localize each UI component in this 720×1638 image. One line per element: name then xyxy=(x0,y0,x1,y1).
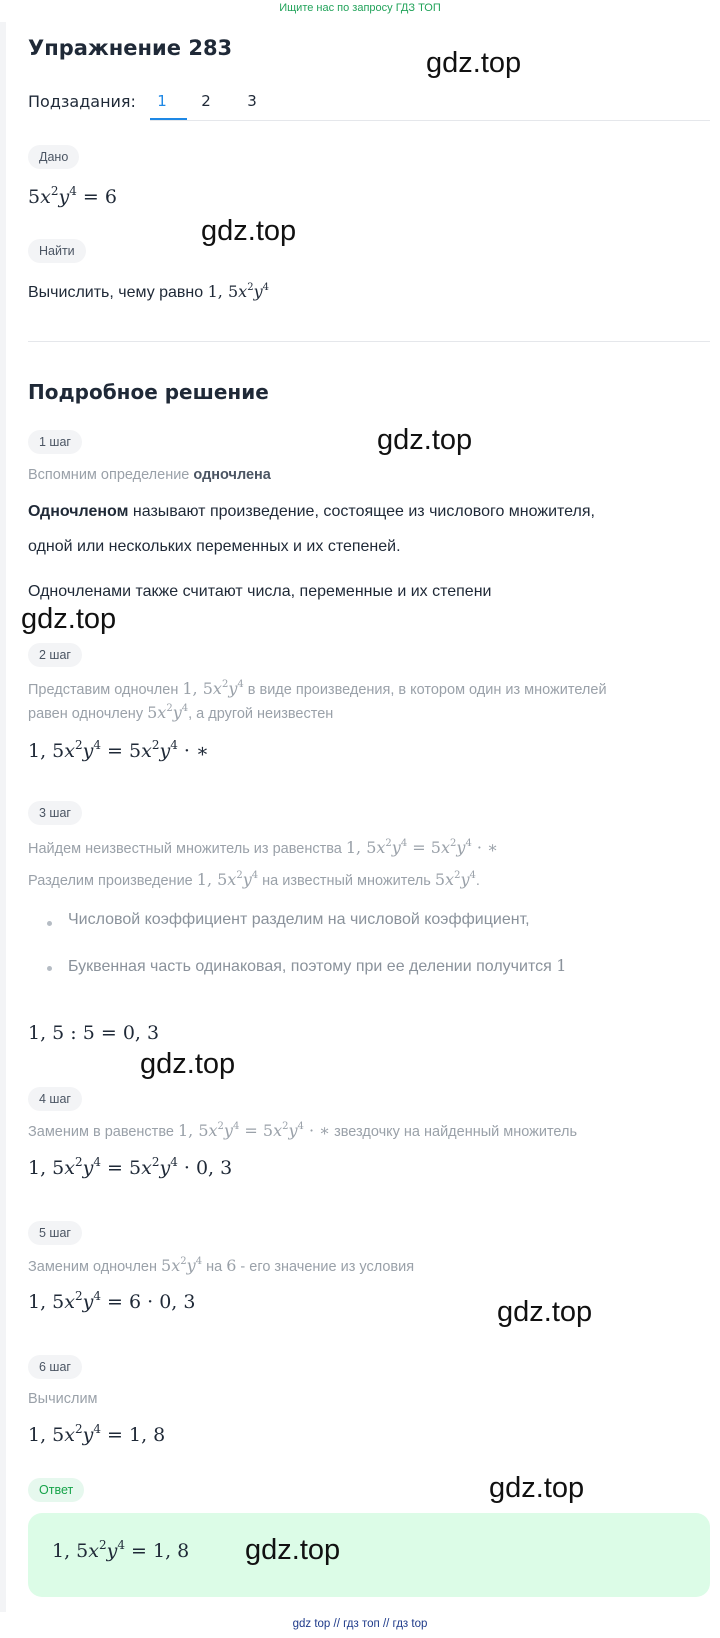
step-6-text: Вычислим xyxy=(28,1391,98,1407)
step-1-definition-line1: Одночленом называют произведение, состоящее из числового множителя, xyxy=(28,503,595,520)
step-3-badge: 3 шаг xyxy=(28,801,82,825)
step-1-intro: Вспомним определение одночлена xyxy=(28,467,271,483)
step-3-bullet-2: Буквенная часть одинаковая, поэтому при ее делении получится 1 xyxy=(68,956,567,975)
step-1-definition-line2: одной или нескольких переменных и их степеней. xyxy=(28,538,401,555)
watermark: gdz.top xyxy=(426,47,522,79)
find-text: Вычислить, чему равно 1, $5x^2y^4$ xyxy=(28,282,269,301)
step-2-equation: 1, $5x^2y^4 = 5x^2y^4$ · ∗ xyxy=(28,738,209,762)
step-2-badge: 2 шаг xyxy=(28,643,82,667)
bullet-marker xyxy=(47,966,52,971)
given-badge: Дано xyxy=(28,145,79,169)
step-4-equation: 1, $5x^2y^4 = 5x^2y^4 \cdot 0$, 3 xyxy=(28,1155,233,1179)
footer-separator: // xyxy=(382,1618,390,1630)
watermark: gdz.top xyxy=(140,1048,236,1080)
watermark: gdz.top xyxy=(377,424,473,456)
bullet-marker xyxy=(47,921,52,926)
search-banner[interactable]: Ищите нас по запросу ГДЗ ТОП xyxy=(279,2,441,14)
footer-link[interactable]: гдз топ xyxy=(343,1618,380,1630)
step-6-equation: 1, $5x^2y^4 = 1$, 8 xyxy=(28,1422,166,1446)
page-title: Упражнение 283 xyxy=(28,36,233,60)
subtasks-label: Подзадания: xyxy=(28,92,136,111)
step-5-equation: 1, $5x^2y^4 = 6 \cdot 0$, 3 xyxy=(28,1289,196,1313)
active-tab-indicator xyxy=(150,118,187,120)
step-5-text: Заменим одночлен $5x^2y^4$ на 6 - его значение из условия xyxy=(28,1256,415,1275)
step-3-bullet-1: Числовой коэффициент разделим на числовой коэффициент, xyxy=(68,911,530,928)
step-4-badge: 4 шаг xyxy=(28,1087,82,1111)
step-2-text-line1: Представим одночлен 1, $5x^2y^4$ в виде произведения, в котором один из множителей xyxy=(28,679,607,698)
tab-subtask-1[interactable]: 1 xyxy=(157,92,167,110)
step-5-badge: 5 шаг xyxy=(28,1221,82,1245)
footer-separator: // xyxy=(333,1618,340,1630)
footer-links xyxy=(0,1618,720,1630)
footer-link[interactable]: gdz top xyxy=(292,1618,331,1630)
given-expression: $5x^2y^4 = 6$ xyxy=(28,184,117,208)
watermark: gdz.top xyxy=(497,1296,593,1328)
section-divider xyxy=(28,341,710,342)
step-1-badge: 1 шаг xyxy=(28,430,82,454)
tab-subtask-2[interactable]: 2 xyxy=(201,92,211,110)
footer-link[interactable]: гдз top xyxy=(392,1618,428,1630)
answer-expression: 1, $5x^2y^4 = 1$, 8 xyxy=(52,1538,190,1562)
step-2-text-line2: равен одночлену $5x^2y^4$, а другой неизвестен xyxy=(28,703,334,722)
watermark: gdz.top xyxy=(245,1534,341,1566)
step-1-note: Одночленами также считают числа, переменные и их степени xyxy=(28,583,492,600)
tab-subtask-3[interactable]: 3 xyxy=(247,92,257,110)
find-badge: Найти xyxy=(28,239,86,263)
step-3-line1: Найдем неизвестный множитель из равенства 1, $5x^2y^4 = 5x^2y^4$ · ∗ xyxy=(28,838,498,857)
step-3-result: 1, 5 : 5 = 0, 3 xyxy=(28,1022,160,1044)
step-4-text: Заменим в равенстве 1, $5x^2y^4 = 5x^2y^4$ · ∗ звездочку на найденный множитель xyxy=(28,1121,578,1140)
left-border xyxy=(0,22,6,1612)
step-6-badge: 6 шаг xyxy=(28,1355,82,1379)
tabs-divider xyxy=(150,120,710,121)
watermark: gdz.top xyxy=(489,1472,585,1504)
answer-badge: Ответ xyxy=(28,1478,84,1502)
solution-title: Подробное решение xyxy=(28,380,269,404)
step-3-line2: Разделим произведение 1, $5x^2y^4$ на известный множитель $5x^2y^4$. xyxy=(28,870,480,889)
watermark: gdz.top xyxy=(21,603,117,635)
watermark: gdz.top xyxy=(201,215,297,247)
